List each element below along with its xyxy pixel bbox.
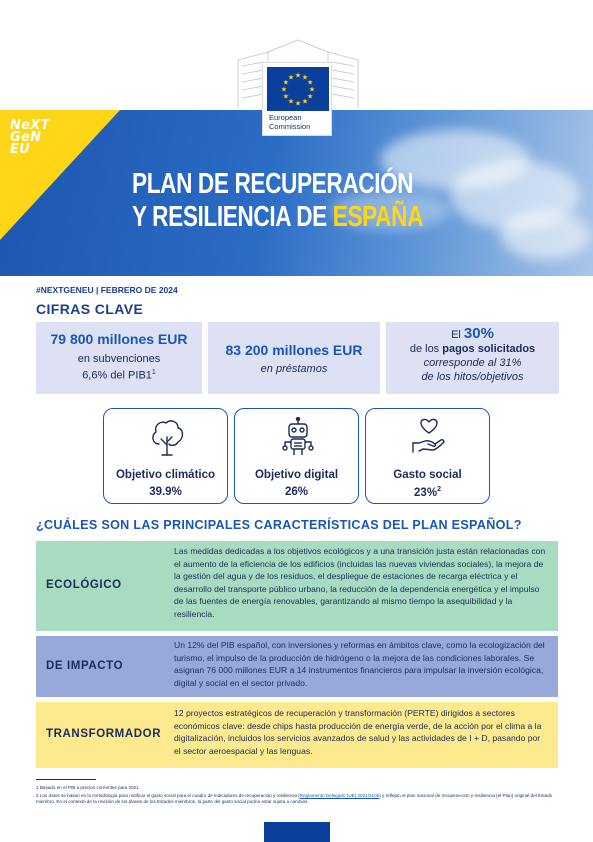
heart-hand-icon — [410, 417, 448, 457]
payments-line2-pre: de los — [409, 343, 443, 355]
bottom-eu-bar — [264, 822, 330, 842]
nextgeneu-logo — [10, 120, 50, 156]
ngeu-line3: EU — [10, 142, 31, 157]
objective-card-social — [365, 408, 490, 504]
eu-star-icon: ★ — [282, 79, 290, 87]
characteristic-row-ecological — [36, 541, 558, 631]
tagline: #NEXTGENEU | FEBRERO DE 2024 — [36, 285, 178, 295]
footnote-ref-1: 1 — [151, 369, 156, 376]
objective-digital-value: 26% — [284, 486, 309, 498]
key-figure-grants — [36, 322, 202, 394]
objective-digital-label: Objetivo digital — [254, 469, 339, 481]
tree-icon — [148, 417, 186, 457]
characteristic-text: Las medidas dedicadas a los objetivos ecológicos y a una transición justa están relacionadas con el aumento de la eficiencia de los edificios (incluidas las nuevas viviendas sociales), la mejora de la gestión del agua y de los residuos, el despliegue de estaciones de recarga eléctrica y el desarrollo del transporte público urbano, la reducción de la dependencia energética y el impulso de las fuentes de energía renovables, garantizando al mismo tiempo la asequibilidad y la resiliencia. — [174, 546, 546, 619]
eu-star-icon: ★ — [280, 86, 288, 94]
grants-gdp — [36, 366, 202, 383]
robot-icon — [279, 417, 317, 457]
characteristic-row-impact — [36, 636, 558, 697]
key-figure-payments — [386, 322, 559, 394]
footnote-divider — [36, 779, 96, 780]
objective-climate-value: 39.9% — [149, 486, 182, 498]
payments-line2 — [386, 342, 559, 356]
objective-climate-label: Objetivo climático — [115, 469, 216, 481]
eu-star-icon: ★ — [301, 74, 309, 82]
payments-requested: pagos solicitados — [442, 343, 536, 355]
footnote-2-text-b: ) y reflejan el plan nacional de recupera-ción y resiliencia (el Plan) original del Estado miembro. En el contexto de la revisión de los planes de los Estados miembros, la parte del gasto social podría estar sujeta a cambios. — [36, 793, 553, 804]
footnote-2 — [36, 793, 558, 805]
title-country: ESPAÑA — [332, 201, 424, 233]
footnote-1: 1 Basado en el PIB a precios corrientes para 2021. — [36, 785, 140, 790]
eu-star-icon: ★ — [282, 93, 290, 101]
title-line2-text: Y RESILIENCIA DE — [132, 201, 333, 233]
eu-star-icon: ★ — [287, 74, 295, 82]
objective-card-climate — [103, 408, 228, 504]
key-figure-loans — [208, 322, 380, 394]
objective-card-digital — [234, 408, 359, 504]
grants-gdp-text: 6,6% del PIB1 — [82, 369, 152, 382]
payments-line3: corresponde al 31% — [423, 357, 522, 369]
footnote-2-text-a: 2 Los datos se basan en la metodología para notificar el gasto social para el cuadro de indicadores de recuperación y resiliencia ( — [36, 793, 300, 798]
eu-star-icon: ★ — [308, 86, 316, 94]
eu-star-icon: ★ — [294, 100, 302, 108]
characteristic-label: DE IMPACTO — [46, 660, 124, 672]
payments-headline — [386, 327, 559, 342]
ngeu-line1: NeXT — [10, 118, 50, 133]
characteristic-label: TRANSFORMADOR — [46, 728, 162, 740]
ec-name-line1: European — [269, 113, 302, 122]
section-title-key-figures: CIFRAS CLAVE — [36, 301, 144, 317]
ngeu-line2: GeN — [10, 130, 42, 145]
eu-star-icon: ★ — [306, 79, 314, 87]
section-title-characteristics: ¿CUÁLES SON LAS PRINCIPALES CARACTERÍSTICAS DEL PLAN ESPAÑOL? — [36, 518, 522, 532]
payments-percent: 30% — [463, 325, 494, 342]
title-line1: PLAN DE RECUPERACIÓN — [132, 168, 414, 200]
eu-star-icon: ★ — [301, 98, 309, 106]
characteristic-row-transformative — [36, 702, 558, 768]
ec-name-line2: Commission — [269, 122, 311, 131]
characteristic-text: 12 proyectos estratégicos de recuperación y transformación (PERTE) dirigidos a sectores económicos clave: desde chips hasta producción de energía verde, de la acción por el clima a la digitalización, incluidos los servicios avanzados de salud y las actividades de I + D, pasando por el sector aeroespacial y las lenguas. — [174, 708, 542, 756]
objective-social-label: Gasto social — [393, 469, 462, 481]
objective-social-value: 23% — [414, 486, 438, 499]
grants-amount: 79 800 millones EUR — [50, 331, 188, 347]
objective-social-value-wrap — [366, 486, 489, 499]
page-title — [132, 168, 423, 234]
eu-star-icon: ★ — [287, 98, 295, 106]
regulation-link[interactable]: Reglamento Delegado (UE) 2021/2105 — [299, 793, 380, 798]
loans-label: en préstamos — [260, 363, 328, 375]
payments-pre: El — [451, 329, 464, 341]
payments-line4: de los hitos/objetivos — [421, 371, 524, 383]
loans-amount: 83 200 millones EUR — [225, 342, 363, 358]
european-commission-logo — [262, 62, 332, 136]
eu-star-icon: ★ — [306, 93, 314, 101]
characteristic-text: Un 12% del PIB español, con inversiones y reformas en ámbitos clave, como la ecologización del turismo, el impulso de la producción de hidrógeno o la mejora de las condiciones laborales. Se asignan 76 000 millones EUR a 14 instrumentos financieros para impulsar la inversión ecológica, digital y social en el sector privado. — [174, 640, 545, 688]
grants-label: en subvenciones — [77, 353, 161, 365]
eu-star-icon: ★ — [294, 72, 302, 80]
eu-flag-icon — [267, 67, 329, 111]
footnote-ref-2: 2 — [437, 486, 441, 493]
characteristic-label: ECOLÓGICO — [46, 579, 122, 591]
title-line2 — [132, 201, 423, 234]
